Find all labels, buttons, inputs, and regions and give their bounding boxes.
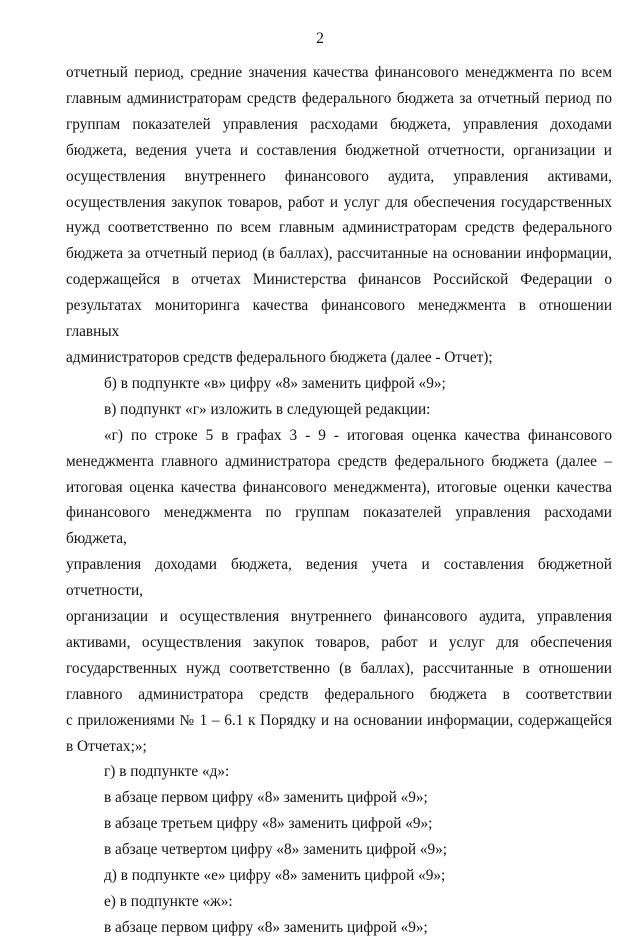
paragraph-continuation xyxy=(66,60,612,371)
text-line: администраторов средств федерального бюджета (далее - Отчет); xyxy=(66,348,493,366)
paragraph-amendment: в абзаце четвертом цифру «8» заменить цифрой «9»; xyxy=(104,841,448,859)
text-line: группам показателей управления расходами бюджета, управления доходами xyxy=(66,115,612,133)
paragraph-amendment: в абзаце первом цифру «8» заменить цифрой «9»; xyxy=(104,789,428,807)
paragraph-new-wording xyxy=(66,423,612,760)
text-line: управления доходами бюджета, ведения учета и составления бюджетной отчетности, xyxy=(66,556,612,600)
text-line: итоговая оценка качества финансового менеджмента), итоговые оценки качества xyxy=(66,478,612,496)
text-line: главным администраторам средств федерального бюджета за отчетный период по xyxy=(66,89,612,107)
text-line: «г) по строке 5 в графах 3 - 9 - итоговая оценка качества финансового xyxy=(104,426,612,444)
text-line: в Отчетах;»; xyxy=(66,737,147,755)
paragraph-subitem-e: е) в подпункте «ж»: xyxy=(104,893,233,910)
page-number: 2 xyxy=(316,30,324,47)
text-line: финансового менеджмента по группам показателей управления расходами бюджета, xyxy=(66,504,612,548)
text-line: организации и осуществления внутреннего финансового аудита, управления xyxy=(66,608,612,626)
text-line: результатах мониторинга качества финансового менеджмента в отношении главных xyxy=(66,297,612,341)
text-line: главного администратора средств федерального бюджета в соответствии xyxy=(66,685,612,703)
text-line: активами, осуществления закупок товаров, работ и услуг для обеспечения xyxy=(66,633,612,651)
text-line: осуществления закупок товаров, работ и услуг для обеспечения государственных xyxy=(66,193,612,211)
text-line: осуществления внутреннего финансового аудита, управления активами, xyxy=(66,167,612,185)
paragraph-subitem-g: г) в подпункте «д»: xyxy=(104,763,230,781)
text-line: с приложениями № 1 – 6.1 к Порядку и на основании информации, содержащейся xyxy=(66,711,612,729)
document-body xyxy=(66,60,612,941)
paragraph-subitem-v: в) подпункт «г» изложить в следующей редакции: xyxy=(104,400,431,418)
paragraph-subitem-b: б) в подпункте «в» цифру «8» заменить цифрой «9»; xyxy=(104,374,446,392)
text-line: отчетный период, средние значения качества финансового менеджмента по всем xyxy=(66,64,612,81)
text-line: содержащейся в отчетах Министерства финансов Российской Федерации о xyxy=(66,271,612,289)
paragraph-amendment: в абзаце третьем цифру «8» заменить цифрой «9»; xyxy=(104,815,433,833)
paragraph-subitem-d: д) в подпункте «е» цифру «8» заменить цифрой «9»; xyxy=(104,867,446,885)
text-line: бюджета за отчетный период (в баллах), рассчитанные на основании информации, xyxy=(66,245,612,263)
text-line: менеджмента главного администратора средств федерального бюджета (далее – xyxy=(66,452,612,470)
paragraph-amendment: в абзаце первом цифру «8» заменить цифрой «9»; xyxy=(104,918,428,936)
text-line: государственных нужд соответственно (в баллах), рассчитанные в отношении xyxy=(66,659,612,677)
text-line: нужд соответственно по всем главным администраторам средств федерального xyxy=(66,219,612,237)
text-line: бюджета, ведения учета и составления бюджетной отчетности, организации и xyxy=(66,141,612,159)
